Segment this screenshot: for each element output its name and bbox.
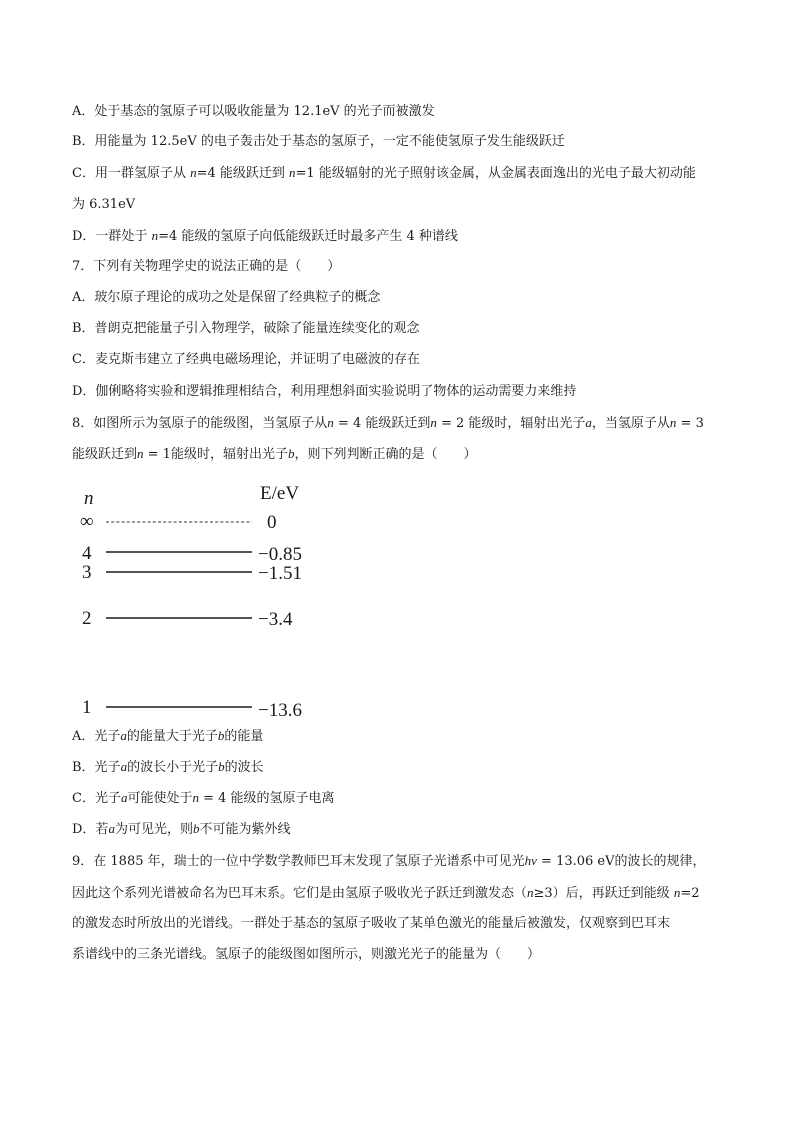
q8-option-b: B．光子a的波长小于光子b的波长 — [72, 759, 264, 775]
q8-stem: 8．如图所示为氢原子的能级图，当氢原子从n = 4 能级跃迁到n = 2 能级时，辐射出光子a，当氢原子从n = 3 — [72, 415, 704, 431]
q7-option-d: D．伽俐略将实验和逻辑推理相结合，利用理想斜面实验说明了物体的运动需要力来维持 — [72, 384, 577, 399]
level-n-label: 2 — [82, 608, 92, 629]
q6-option-c: C．用一群氢原子从 n=4 能级跃迁到 n=1 能级辐射的光子照射该金属，从金属表面逸出的光电子最大初动能 — [72, 165, 696, 181]
level-1 — [82, 697, 302, 721]
q9-line-2: 因此这个系列光谱被命名为巴耳末系。它们是由氢原子吸收光子跃迁到激发态（n≥3）后，再跃迁到能级 n=2 — [72, 885, 700, 901]
q7-option-a: A．玻尔原子理论的成功之处是保留了经典粒子的概念 — [72, 290, 381, 305]
level-energy-label: −1.51 — [258, 563, 302, 584]
q8-option-c: C．光子a可能使处于n = 4 能级的氢原子电离 — [72, 790, 335, 806]
q8-option-d: D．若a为可见光，则b不可能为紫外线 — [72, 821, 291, 837]
q9-line-4: 系谱线中的三条光谱线。氢原子的能级图如图所示，则激光光子的能量为（ ） — [72, 947, 541, 962]
q6-option-a: A．处于基态的氢原子可以吸收能量为 12.1eV 的光子而被激发 — [72, 104, 435, 119]
q6-option-d: D．一群处于 n=4 能级的氢原子向低能级跃迁时最多产生 4 种谱线 — [72, 228, 458, 244]
level-energy-label: −13.6 — [258, 700, 302, 721]
level-n-label: ∞ — [80, 511, 94, 532]
diagram-energy-label: E/eV — [260, 483, 300, 504]
level-n-label: 1 — [82, 697, 92, 718]
level-infinity — [80, 511, 277, 533]
diagram-n-label: n — [84, 488, 94, 509]
q7-option-c: C．麦克斯韦建立了经典电磁场理论，并证明了电磁波的存在 — [72, 352, 420, 367]
q7-option-b: B．普朗克把能量子引入物理学，破除了能量连续变化的观念 — [72, 321, 420, 336]
q8-stem-cont: 能级跃迁到n = 1能级时，辐射出光子b，则下列判断正确的是（ ） — [72, 446, 477, 462]
q7-stem: 7．下列有关物理学史的说法正确的是（ ） — [72, 259, 341, 274]
level-energy-label: −0.85 — [258, 544, 302, 565]
level-3 — [82, 562, 302, 584]
energy-level-diagram — [60, 478, 360, 722]
q9-line-1: 9．在 1885 年，瑞士的一位中学数学教师巴耳末发现了氢原子光谱系中可见光hν = 13.06 eV的波长的规律， — [72, 853, 706, 869]
level-2 — [82, 608, 293, 630]
level-4 — [82, 543, 302, 565]
q6-option-c-cont: 为 6.31eV — [72, 197, 136, 212]
q9-line-3: 的激发态时所放出的光谱线。一群处于基态的氢原子吸收了某单色激光的能量后被激发，仅观察到巴耳末 — [72, 916, 671, 931]
q6-option-b: B．用能量为 12.5eV 的电子轰击处于基态的氢原子，一定不能使氢原子发生能级跃迁 — [72, 134, 565, 149]
level-energy-label: −3.4 — [258, 609, 293, 630]
level-n-label: 3 — [82, 562, 92, 583]
level-n-label: 4 — [82, 543, 92, 564]
q8-option-a: A．光子a的能量大于光子b的能量 — [72, 728, 264, 744]
level-energy-label: 0 — [267, 512, 277, 533]
